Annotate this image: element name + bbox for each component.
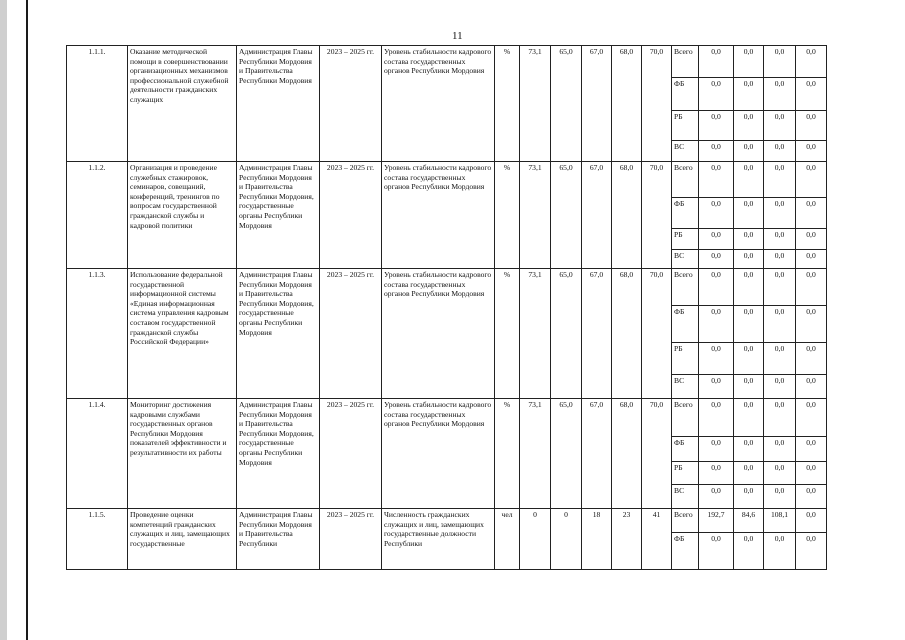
funding-value: 0,0 xyxy=(734,399,764,437)
row-code: 1.1.3. xyxy=(67,269,128,399)
event-name: Оказание методической помощи в совершенствовании организационных механизмов профессиональной служебной деятельности гражданских служащих xyxy=(128,46,237,162)
funding-value: 0,0 xyxy=(734,533,764,570)
funding-value: 0,0 xyxy=(699,485,734,509)
page-number: 11 xyxy=(452,30,463,42)
funding-value: 0,0 xyxy=(764,399,796,437)
funding-value: 0,0 xyxy=(764,111,796,141)
period: 2023 – 2025 гг. xyxy=(320,46,382,162)
funding-value: 0,0 xyxy=(796,269,827,306)
indicator-value: 70,0 xyxy=(642,46,672,162)
indicator-value: 41 xyxy=(642,509,672,570)
funding-value: 0,0 xyxy=(699,78,734,111)
indicator: Уровень стабильности кадрового состава государственных органов Республики Мордовия xyxy=(382,46,495,162)
funding-source: ФБ xyxy=(672,533,699,570)
funding-value: 0,0 xyxy=(734,78,764,111)
indicator-value: 70,0 xyxy=(642,399,672,509)
funding-source: Всего xyxy=(672,509,699,533)
funding-source: РБ xyxy=(672,343,699,375)
funding-source: ВС xyxy=(672,375,699,399)
funding-value: 0,0 xyxy=(796,111,827,141)
funding-value: 0,0 xyxy=(764,229,796,250)
funding-value: 0,0 xyxy=(764,437,796,462)
indicator: Уровень стабильности кадрового состава государственных органов Республики Мордовия xyxy=(382,269,495,399)
unit: % xyxy=(495,399,520,509)
table-row xyxy=(67,399,827,437)
funding-value: 0,0 xyxy=(764,198,796,229)
funding-value: 108,1 xyxy=(764,509,796,533)
period: 2023 – 2025 гг. xyxy=(320,269,382,399)
funding-value: 0,0 xyxy=(699,250,734,269)
indicator-value: 70,0 xyxy=(642,162,672,269)
funding-value: 0,0 xyxy=(764,375,796,399)
funding-source: Всего xyxy=(672,46,699,78)
indicator: Численность гражданских служащих и лиц, замещающих государственные должности Республики xyxy=(382,509,495,570)
program-table xyxy=(66,45,827,570)
executor: Администрация Главы Республики Мордовия и Правительства Республики Мордовия xyxy=(237,46,320,162)
funding-source: РБ xyxy=(672,111,699,141)
funding-source: РБ xyxy=(672,462,699,485)
funding-value: 0,0 xyxy=(734,485,764,509)
event-name: Проведение оценки компетенций гражданских служащих и лиц, замещающих государственные xyxy=(128,509,237,570)
indicator: Уровень стабильности кадрового состава государственных органов Республики Мордовия xyxy=(382,162,495,269)
funding-value: 0,0 xyxy=(796,343,827,375)
funding-value: 0,0 xyxy=(796,229,827,250)
indicator-value: 73,1 xyxy=(520,399,551,509)
indicator-value: 0 xyxy=(551,509,582,570)
indicator-value: 68,0 xyxy=(612,46,642,162)
unit: % xyxy=(495,269,520,399)
funding-value: 0,0 xyxy=(796,306,827,343)
table-row xyxy=(67,162,827,198)
event-name: Мониторинг достижения кадровыми службами государственных органов Республики Мордовия показателей эффективности и результативности их работы xyxy=(128,399,237,509)
funding-value: 0,0 xyxy=(796,250,827,269)
funding-value: 0,0 xyxy=(796,46,827,78)
funding-value: 0,0 xyxy=(764,343,796,375)
indicator: Уровень стабильности кадрового состава государственных органов Республики Мордовия xyxy=(382,399,495,509)
indicator-value: 0 xyxy=(520,509,551,570)
funding-value: 0,0 xyxy=(796,162,827,198)
funding-value: 0,0 xyxy=(764,269,796,306)
row-code: 1.1.4. xyxy=(67,399,128,509)
indicator-value: 68,0 xyxy=(612,399,642,509)
indicator-value: 70,0 xyxy=(642,269,672,399)
executor: Администрация Главы Республики Мордовия и Правительства Республики Мордовия, государственные органы Республики Мордовия xyxy=(237,162,320,269)
funding-value: 0,0 xyxy=(734,111,764,141)
funding-value: 0,0 xyxy=(699,162,734,198)
indicator-value: 65,0 xyxy=(551,269,582,399)
funding-value: 192,7 xyxy=(699,509,734,533)
indicator-value: 73,1 xyxy=(520,46,551,162)
funding-value: 0,0 xyxy=(796,375,827,399)
funding-value: 0,0 xyxy=(796,437,827,462)
funding-value: 0,0 xyxy=(734,306,764,343)
funding-value: 0,0 xyxy=(764,162,796,198)
funding-value: 0,0 xyxy=(699,141,734,162)
funding-value: 0,0 xyxy=(699,375,734,399)
indicator-value: 67,0 xyxy=(582,162,612,269)
funding-value: 0,0 xyxy=(796,141,827,162)
indicator-value: 18 xyxy=(582,509,612,570)
unit: % xyxy=(495,46,520,162)
table-row xyxy=(67,509,827,533)
scan-left-edge xyxy=(0,0,7,640)
funding-value: 0,0 xyxy=(734,250,764,269)
funding-source: ФБ xyxy=(672,78,699,111)
funding-value: 0,0 xyxy=(699,46,734,78)
funding-source: ФБ xyxy=(672,437,699,462)
funding-value: 0,0 xyxy=(796,399,827,437)
funding-source: ФБ xyxy=(672,306,699,343)
executor: Администрация Главы Республики Мордовия и Правительства Республики xyxy=(237,509,320,570)
indicator-value: 67,0 xyxy=(582,269,612,399)
unit: чел xyxy=(495,509,520,570)
funding-value: 0,0 xyxy=(734,437,764,462)
scan-binding-line xyxy=(26,0,28,640)
funding-source: Всего xyxy=(672,399,699,437)
funding-value: 0,0 xyxy=(764,141,796,162)
indicator-value: 67,0 xyxy=(582,46,612,162)
funding-value: 0,0 xyxy=(734,229,764,250)
funding-value: 0,0 xyxy=(764,485,796,509)
indicator-value: 65,0 xyxy=(551,46,582,162)
period: 2023 – 2025 гг. xyxy=(320,162,382,269)
funding-source: РБ xyxy=(672,229,699,250)
funding-value: 0,0 xyxy=(699,111,734,141)
funding-source: Всего xyxy=(672,269,699,306)
indicator-value: 68,0 xyxy=(612,269,642,399)
funding-value: 0,0 xyxy=(796,198,827,229)
funding-value: 0,0 xyxy=(796,78,827,111)
funding-value: 0,0 xyxy=(699,462,734,485)
funding-value: 0,0 xyxy=(734,269,764,306)
funding-value: 0,0 xyxy=(734,46,764,78)
row-code: 1.1.1. xyxy=(67,46,128,162)
funding-value: 0,0 xyxy=(699,198,734,229)
funding-value: 0,0 xyxy=(764,462,796,485)
funding-value: 0,0 xyxy=(764,250,796,269)
funding-value: 0,0 xyxy=(734,198,764,229)
executor: Администрация Главы Республики Мордовия и Правительства Республики Мордовия, государственные органы Республики Мордовия xyxy=(237,399,320,509)
funding-value: 0,0 xyxy=(699,229,734,250)
event-name: Организация и проведение служебных стажировок, семинаров, совещаний, конференций, тренингов по вопросам государственной гражданской службы и кадровой политики xyxy=(128,162,237,269)
funding-value: 0,0 xyxy=(796,462,827,485)
indicator-value: 65,0 xyxy=(551,162,582,269)
funding-value: 0,0 xyxy=(699,269,734,306)
period: 2023 – 2025 гг. xyxy=(320,509,382,570)
funding-value: 0,0 xyxy=(734,375,764,399)
unit: % xyxy=(495,162,520,269)
funding-value: 0,0 xyxy=(796,485,827,509)
funding-value: 0,0 xyxy=(764,533,796,570)
funding-source: Всего xyxy=(672,162,699,198)
funding-source: ФБ xyxy=(672,198,699,229)
indicator-value: 23 xyxy=(612,509,642,570)
funding-value: 0,0 xyxy=(764,78,796,111)
funding-value: 0,0 xyxy=(764,306,796,343)
indicator-value: 73,1 xyxy=(520,162,551,269)
row-code: 1.1.2. xyxy=(67,162,128,269)
indicator-value: 65,0 xyxy=(551,399,582,509)
funding-value: 0,0 xyxy=(734,162,764,198)
funding-source: ВС xyxy=(672,485,699,509)
funding-value: 0,0 xyxy=(734,141,764,162)
indicator-value: 68,0 xyxy=(612,162,642,269)
funding-source: ВС xyxy=(672,141,699,162)
funding-value: 0,0 xyxy=(734,462,764,485)
event-name: Использование федеральной государственной информационной системы «Единая информационная система управления кадровым составом государственной гражданской службы Российской Федерации» xyxy=(128,269,237,399)
executor: Администрация Главы Республики Мордовия и Правительства Республики Мордовия, государственные органы Республики Мордовия xyxy=(237,269,320,399)
funding-value: 0,0 xyxy=(699,533,734,570)
period: 2023 – 2025 гг. xyxy=(320,399,382,509)
indicator-value: 73,1 xyxy=(520,269,551,399)
table-row xyxy=(67,269,827,306)
funding-value: 0,0 xyxy=(734,343,764,375)
funding-value: 0,0 xyxy=(796,509,827,533)
indicator-value: 67,0 xyxy=(582,399,612,509)
funding-value: 0,0 xyxy=(699,437,734,462)
funding-value: 0,0 xyxy=(796,533,827,570)
funding-value: 0,0 xyxy=(699,306,734,343)
funding-value: 0,0 xyxy=(699,343,734,375)
funding-value: 0,0 xyxy=(764,46,796,78)
row-code: 1.1.5. xyxy=(67,509,128,570)
funding-value: 0,0 xyxy=(699,399,734,437)
table-row xyxy=(67,46,827,78)
funding-value: 84,6 xyxy=(734,509,764,533)
funding-source: ВС xyxy=(672,250,699,269)
